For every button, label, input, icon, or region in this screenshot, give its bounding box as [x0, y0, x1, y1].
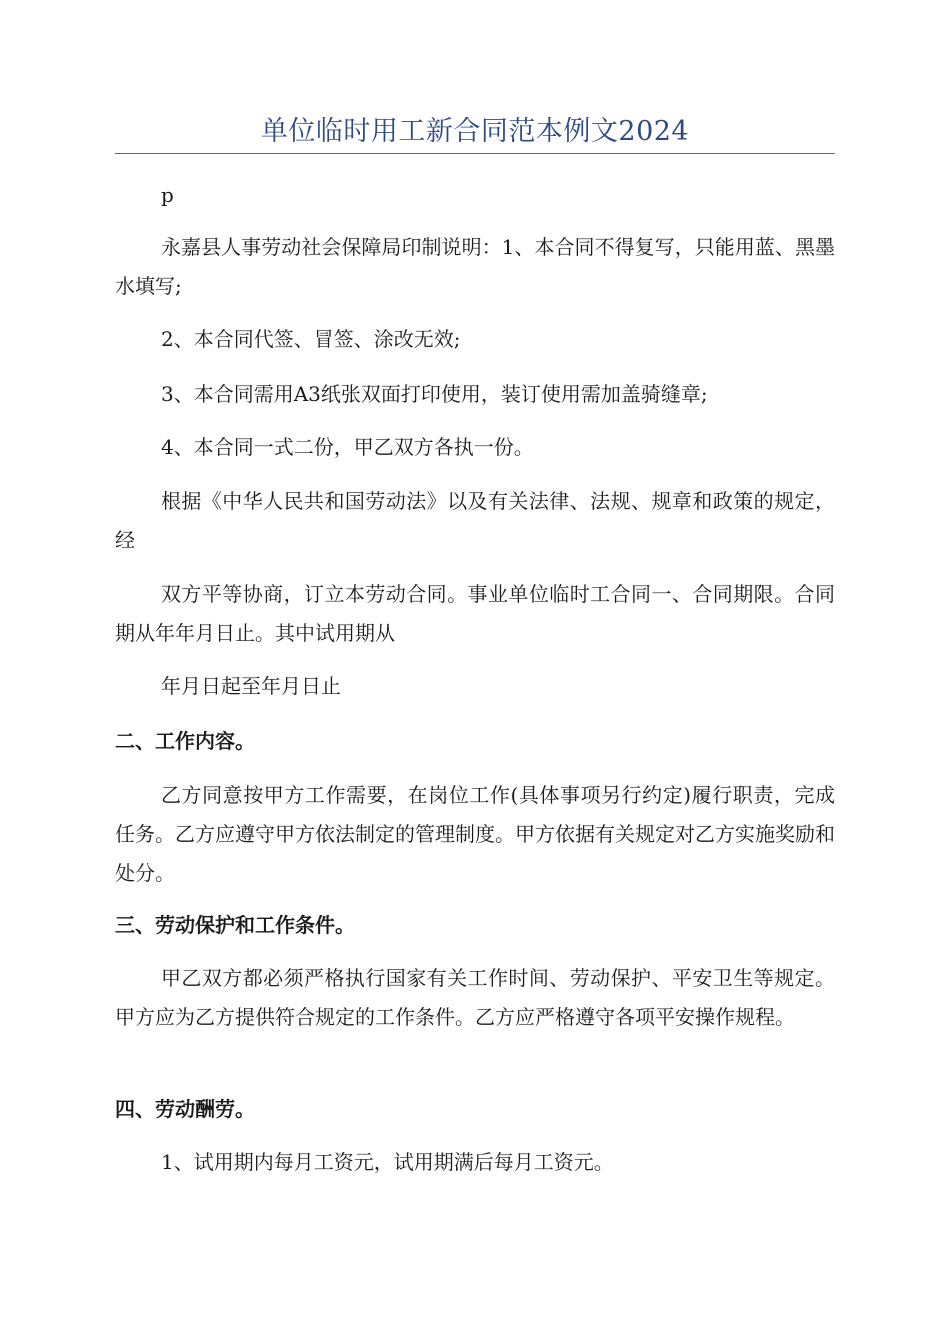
section-heading-remuneration: 四、劳动酬劳。 [115, 1097, 255, 1121]
section-heading-labor-protection: 三、劳动保护和工作条件。 [115, 913, 355, 937]
paragraph-p-marker: p [161, 183, 174, 207]
paragraph-work-content: 乙方同意按甲方工作需要，在岗位工作(具体事项另行约定)履行职责，完成任务。乙方应遵守甲方依法制定的管理制度。甲方依据有关规定对乙方实施奖励和处分。 [115, 783, 835, 885]
paragraph-instructions: 永嘉县人事劳动社会保障局印制说明：1、本合同不得复写，只能用蓝、黑墨水填写; [115, 235, 835, 298]
paragraph-probation-dates: 年月日起至年月日止 [161, 674, 341, 698]
title-divider [115, 153, 835, 154]
paragraph-legal-basis: 根据《中华人民共和国劳动法》以及有关法律、法规、规章和政策的规定，经 [115, 489, 835, 552]
paragraph-item-4: 4、本合同一式二份，甲乙双方各执一份。 [161, 435, 534, 459]
document-title: 单位临时用工新合同范本例文2024 [260, 116, 690, 147]
paragraph-salary: 1、试用期内每月工资元，试用期满后每月工资元。 [161, 1150, 614, 1174]
paragraph-item-2: 2、本合同代签、冒签、涂改无效; [161, 327, 461, 351]
section-heading-work-content: 二、工作内容。 [115, 729, 255, 753]
paragraph-item-3: 3、本合同需用A3纸张双面打印使用，装订使用需加盖骑缝章; [161, 382, 708, 406]
paragraph-negotiation: 双方平等协商，订立本劳动合同。事业单位临时工合同一、合同期限。合同期从年年月日止。其中试用期从 [115, 582, 835, 645]
paragraph-labor-protection: 甲乙双方都必须严格执行国家有关工作时间、劳动保护、平安卫生等规定。甲方应为乙方提供符合规定的工作条件。乙方应严格遵守各项平安操作规程。 [115, 966, 835, 1029]
